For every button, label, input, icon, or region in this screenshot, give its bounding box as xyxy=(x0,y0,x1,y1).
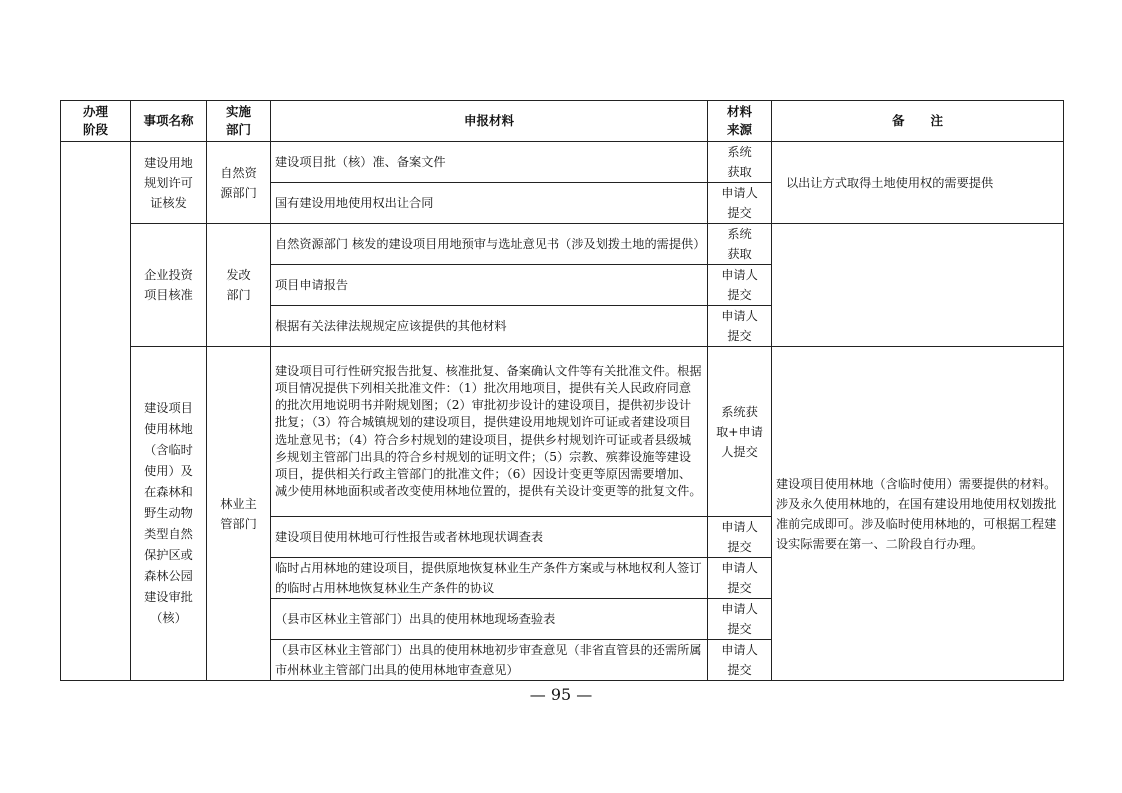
material-cell: （县市区林业主管部门）出具的使用林地现场查验表 xyxy=(271,599,708,640)
header-materials: 申报材料 xyxy=(271,101,708,142)
item-name-cell: 建设用地 规划许可 证核发 xyxy=(131,142,207,224)
source-cell: 申请人 提交 xyxy=(708,599,772,640)
header-remark-b: 注 xyxy=(930,113,944,128)
material-cell: 建设项目使用林地可行性报告或者林地现状调查表 xyxy=(271,517,708,558)
material-cell: 项目申请报告 xyxy=(271,265,708,306)
material-cell: 建设项目可行性研究报告批复、核准批复、备案确认文件等有关批准文件。根据项目情况提供下列相关批准文件：（1）批次用地项目，提供有关人民政府同意的批次用地说明书并附规划图；（2）审批初步设计的建设项目，提供初步设计批复；（3）符合城镇规划的建设项目，提供建设用地规划许可证或者建设项目选址意见书；（4）符合乡村规划的建设项目，提供乡村规划许可证或者县级城乡规划主管部门出具的符合乡村规划的证明文件；（5）宗教、殡葬设施等建设项目，提供相关行政主管部门的批准文件；（6）因设计变更等原因需要增加、减少使用林地面积或者改变使用林地位置的，提供有关设计变更等的批复文件。 xyxy=(271,347,708,517)
stage-cell xyxy=(61,142,131,681)
source-cell: 申请人 提交 xyxy=(708,306,772,347)
remark-cell xyxy=(772,224,1064,347)
material-cell: 自然资源部门 核发的建设项目用地预审与选址意见书（涉及划拨土地的需提供） xyxy=(271,224,708,265)
department-cell: 自然资 源部门 xyxy=(207,142,271,224)
header-department: 实施 部门 xyxy=(207,101,271,142)
header-source: 材料 来源 xyxy=(708,101,772,142)
source-cell: 申请人 提交 xyxy=(708,558,772,599)
source-cell: 申请人 提交 xyxy=(708,640,772,681)
application-materials-table xyxy=(60,100,1064,681)
source-cell: 系统 获取 xyxy=(708,142,772,183)
source-cell: 申请人 提交 xyxy=(708,517,772,558)
header-stage: 办理 阶段 xyxy=(61,101,131,142)
material-cell: 国有建设用地使用权出让合同 xyxy=(271,183,708,224)
source-cell: 申请人 提交 xyxy=(708,183,772,224)
remark-cell: 以出让方式取得土地使用权的需要提供 xyxy=(772,142,1064,224)
department-cell: 发改 部门 xyxy=(207,224,271,347)
material-cell: （县市区林业主管部门）出具的使用林地初步审查意见（非省直管县的还需所属市州林业主管部门出具的使用林地审查意见） xyxy=(271,640,708,681)
table-row xyxy=(61,142,1064,183)
source-cell: 系统 获取 xyxy=(708,224,772,265)
remark-cell: 建设项目使用林地（含临时使用）需要提供的材料。涉及永久使用林地的，在国有建设用地使用权划拨批准前完成即可。涉及临时使用林地的，可根据工程建设实际需要在第一、二阶段自行办理。 xyxy=(772,347,1064,681)
source-cell: 申请人 提交 xyxy=(708,265,772,306)
table-row xyxy=(61,347,1064,517)
header-remark xyxy=(772,101,1064,142)
source-cell: 系统获 取+申请 人提交 xyxy=(708,347,772,517)
header-row xyxy=(61,101,1064,142)
page-number: — 95 — xyxy=(529,685,593,704)
material-cell: 根据有关法律法规规定应该提供的其他材料 xyxy=(271,306,708,347)
header-remark-a: 备 xyxy=(891,113,905,128)
header-item-name: 事项名称 xyxy=(131,101,207,142)
table-row xyxy=(61,224,1064,265)
material-cell: 临时占用林地的建设项目，提供原地恢复林业生产条件方案或与林地权利人签订的临时占用林地恢复林业生产条件的协议 xyxy=(271,558,708,599)
department-cell: 林业主 管部门 xyxy=(207,347,271,681)
material-cell: 建设项目批（核）准、备案文件 xyxy=(271,142,708,183)
item-name-cell: 企业投资 项目核准 xyxy=(131,224,207,347)
item-name-cell: 建设项目 使用林地 （含临时 使用）及 在森林和 野生动物 类型自然 保护区或 森林公园 建设审批 （核） xyxy=(131,347,207,681)
